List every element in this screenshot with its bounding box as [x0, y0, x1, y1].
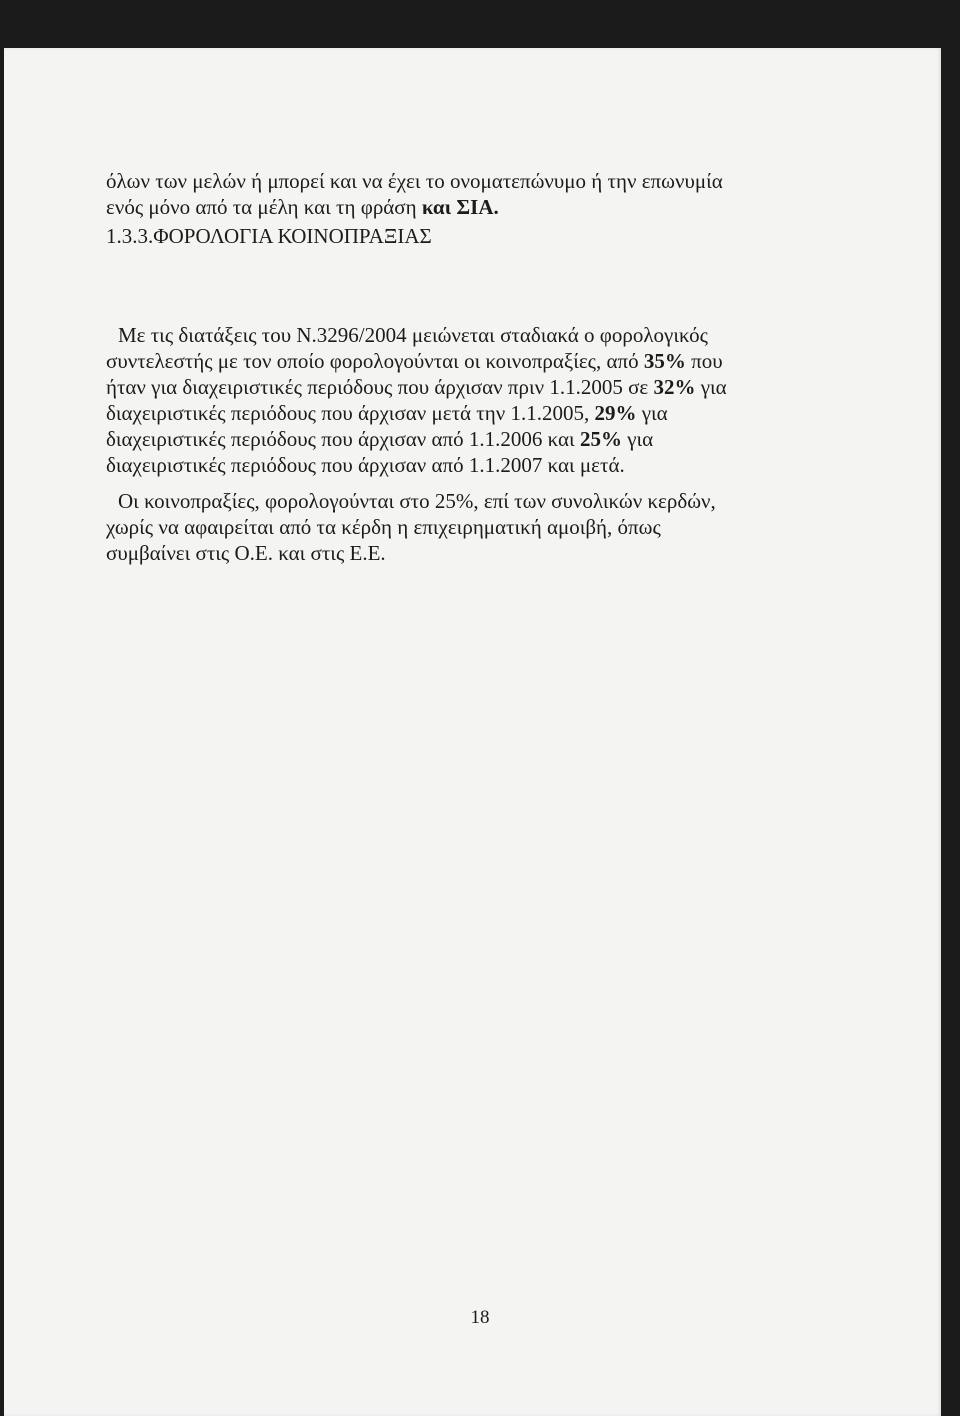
tax-line-4 — [106, 400, 796, 426]
joint-venture-paragraph — [106, 488, 796, 566]
tax-rate-35: 35% — [643, 349, 686, 373]
document-page — [4, 48, 941, 1416]
tax-line-6: διαχειριστικές περιόδους που άρχισαν από 1.1.2007 και μετά. — [106, 453, 625, 477]
intro-line-2-bold: και ΣΙΑ. — [421, 195, 499, 219]
intro-paragraph — [106, 168, 796, 220]
intro-line-2-text: ενός μόνο από τα μέλη και τη φράση — [106, 195, 422, 219]
tax-rate-32: 32% — [653, 375, 696, 399]
tax-line-2-text: συντελεστής με τον οποίο φορολογούνται οι κοινοπραξίες, από — [106, 349, 644, 373]
tax-line-1: Με τις διατάξεις του Ν.3296/2004 μειώνεται σταδιακά ο φορολογικός — [118, 323, 708, 347]
tax-rate-29: 29% — [594, 401, 637, 425]
tax-line-3-text: ήταν για διαχειριστικές περιόδους που άρχισαν πριν 1.1.2005 σε — [106, 375, 654, 399]
intro-line-2 — [106, 194, 796, 220]
tax-line-3 — [106, 374, 796, 400]
tax-paragraph — [106, 322, 796, 478]
tax-rate-25: 25% — [579, 427, 622, 451]
jv-line-3: συμβαίνει στις Ο.Ε. και στις Ε.Ε. — [106, 541, 386, 565]
jv-line-1: Οι κοινοπραξίες, φορολογούνται στο 25%, επί των συνολικών κερδών, — [118, 489, 716, 513]
page-number: 18 — [470, 1307, 490, 1328]
jv-line-2: χωρίς να αφαιρείται από τα κέρδη η επιχειρηματική αμοιβή, όπως — [106, 515, 661, 539]
tax-line-4-text: διαχειριστικές περιόδους που άρχισαν μετά την 1.1.2005, — [106, 401, 595, 425]
tax-line-3-end: για — [695, 375, 727, 399]
tax-line-5-text: διαχειριστικές περιόδους που άρχισαν από 1.1.2006 και — [106, 427, 580, 451]
tax-line-4-end: για — [636, 401, 668, 425]
section-heading: 1.3.3.ΦΟΡΟΛΟΓΙΑ ΚΟΙΝΟΠΡΑΞΙΑΣ — [106, 224, 432, 248]
tax-line-2 — [106, 348, 796, 374]
tax-line-2-end: που — [685, 349, 723, 373]
tax-line-5-end: για — [621, 427, 654, 451]
tax-line-5 — [106, 426, 796, 452]
intro-line-1: όλων των μελών ή μπορεί και να έχει το ονοματεπώνυμο ή την επωνυμία — [106, 169, 723, 193]
